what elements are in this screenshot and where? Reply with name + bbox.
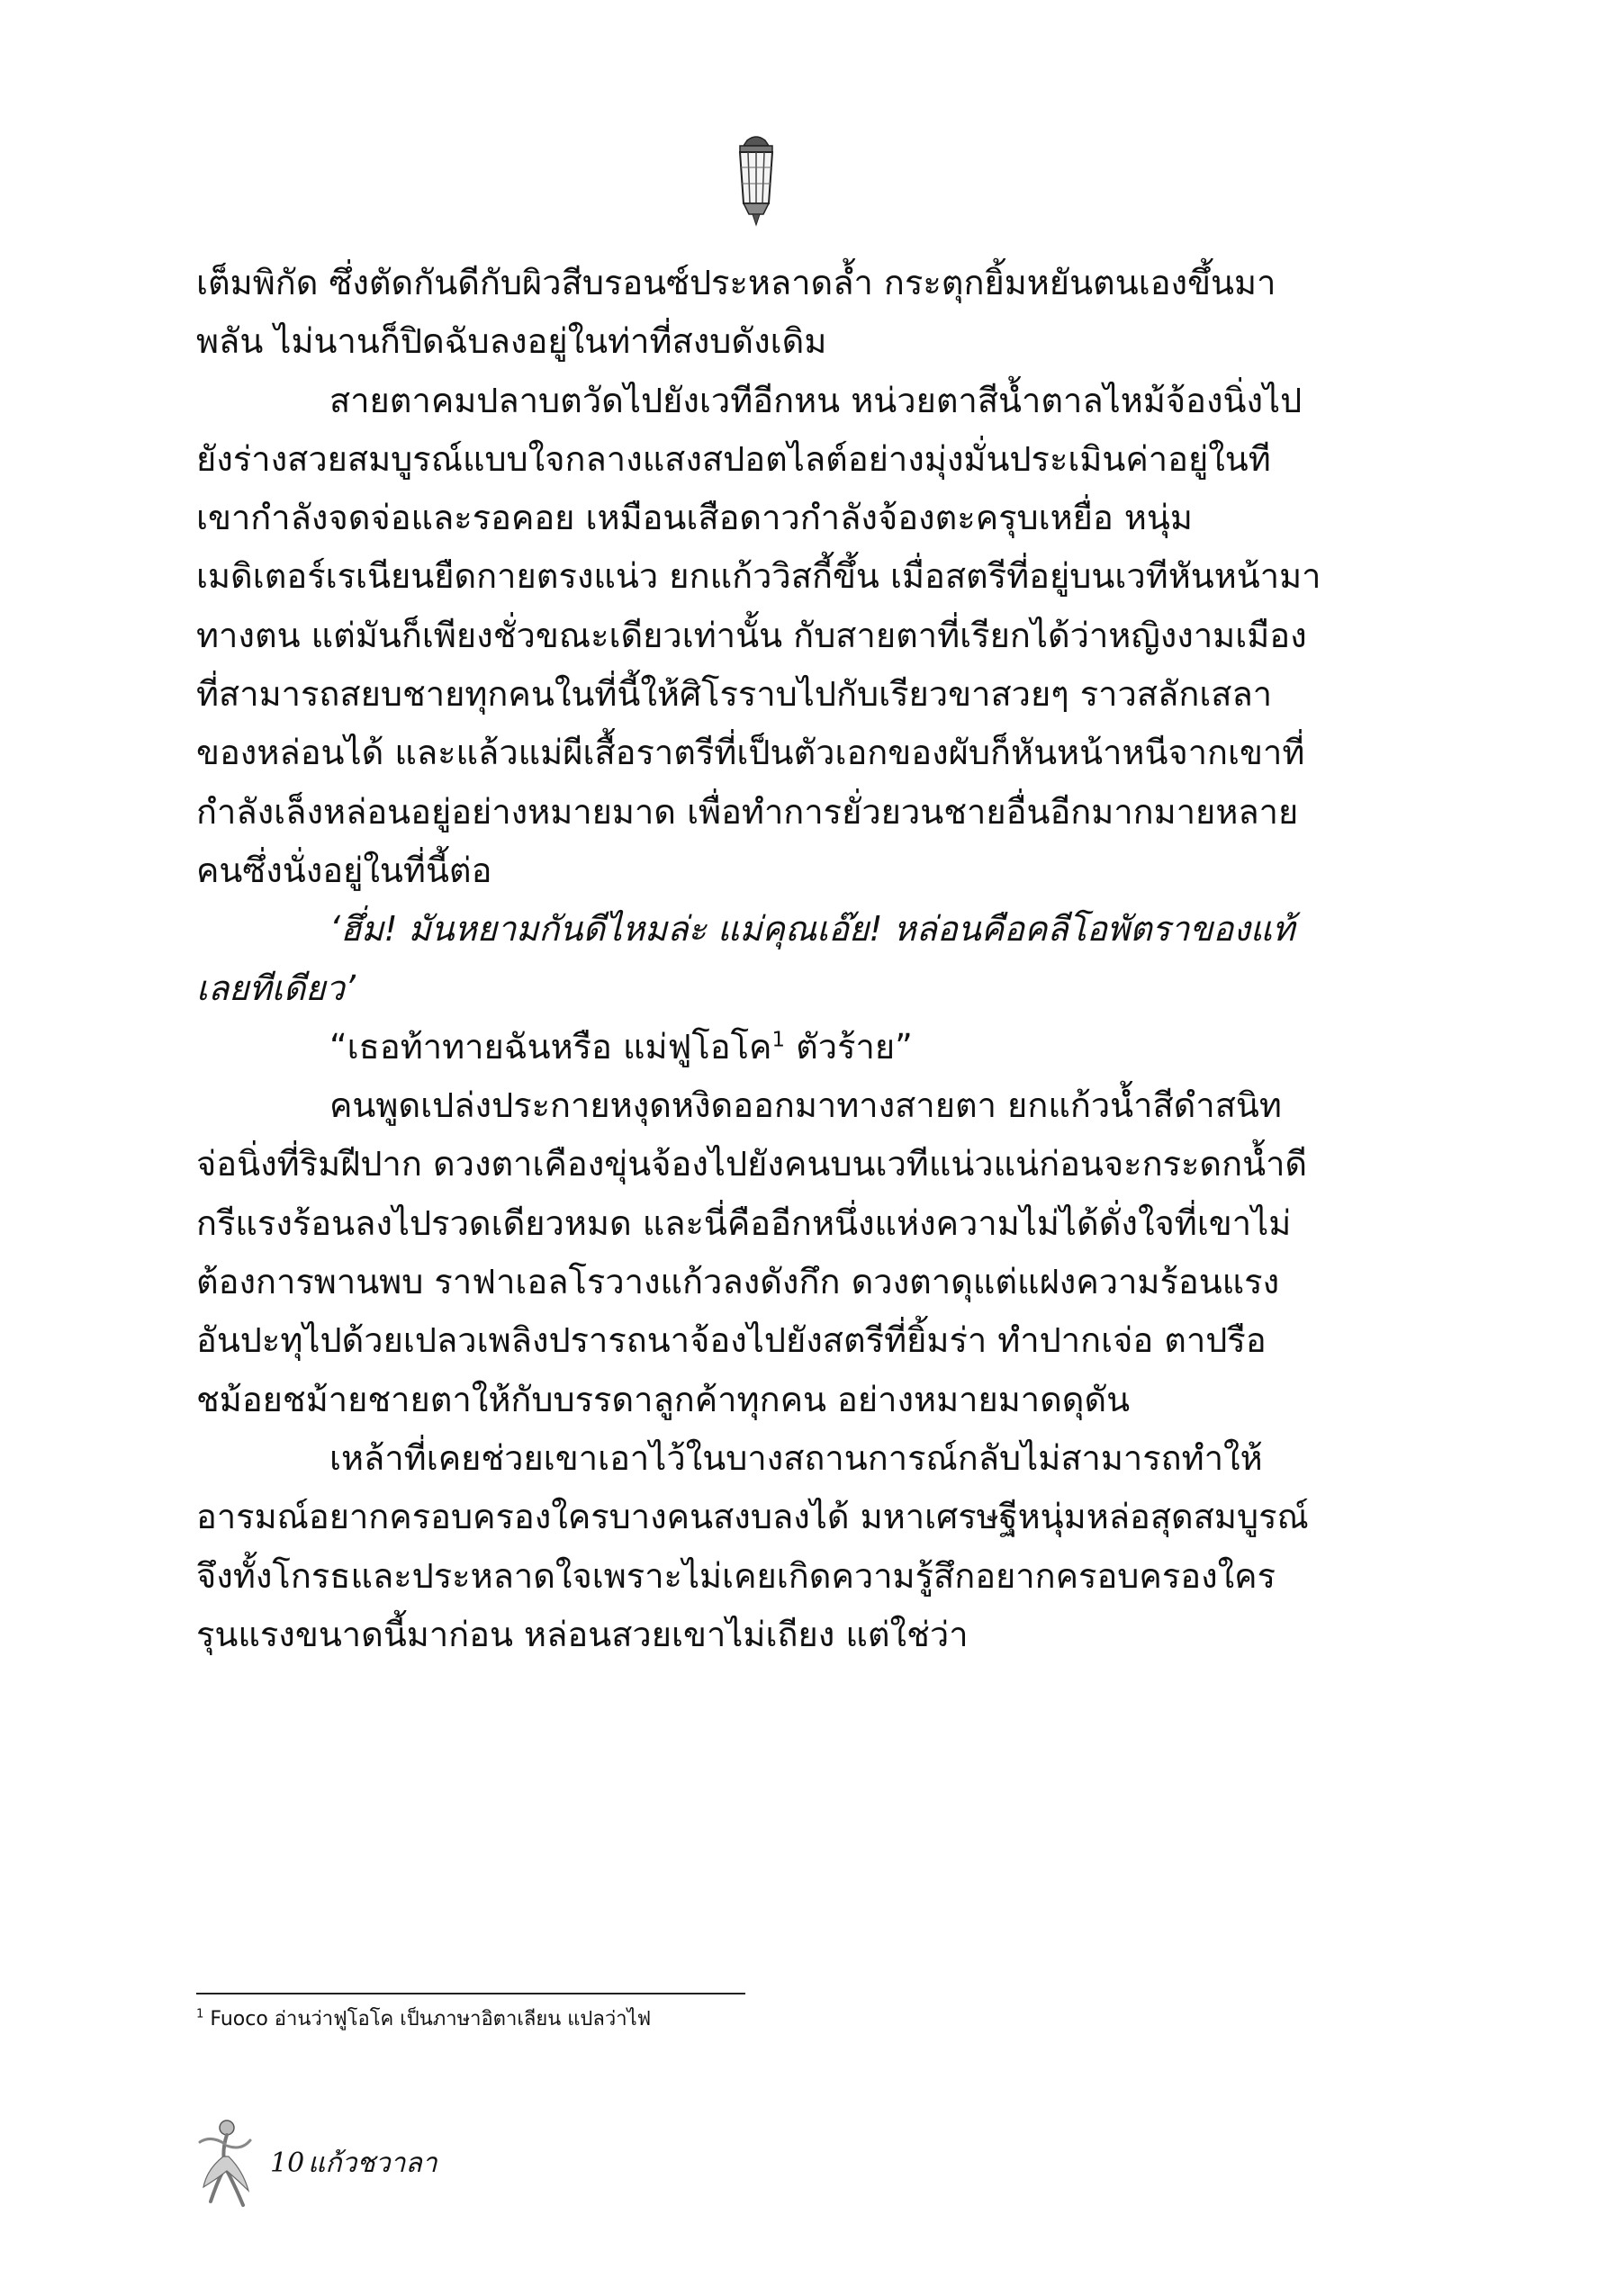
footnote xyxy=(196,2005,1006,2034)
dialogue-line xyxy=(196,1018,1321,1076)
paragraph-5: คนพูดเปล่งประกายหงุดหงิดออกมาทางสายตา ยกแก้วน้ำสีดำสนิทจ่อนิ่งที่ริมฝีปาก ดวงตาเคืองขุ่นจ้องไปยังคนบนเวทีแน่วแน่ก่อนจะกระดกน้ำดีกรีแรงร้อนลงไปรวดเดียวหมด และนี่คืออีกหนึ่งแห่งความไม่ได้ดั่งใจที่เขาไม่ต้องการพานพบ ราฟาเอลโรวางแก้วลงดังกึก ดวงตาดุแต่แฝงความร้อนแรงอันปะทุไปด้วยเปลวเพลิงปรารถนาจ้องไปยังสตรีที่ยิ้มร่า ทำปากเจ่อ ตาปรือชม้อยชม้ายชายตาให้กับบรรดาลูกค้าทุกคน อย่างหมายมาดดุดัน xyxy=(196,1085,1308,1419)
book-title: แก้วชวาลา xyxy=(308,2147,437,2179)
dialogue-text-end: ตัวร้าย” xyxy=(784,1026,913,1067)
footnote-marker: 1 xyxy=(196,2007,204,2021)
lantern-icon xyxy=(731,133,781,227)
dialogue-text: “เธอท้าทายฉันหรือ แม่ฟูโอโค xyxy=(329,1026,772,1067)
paragraph-1: เต็มพิกัด ซึ่งตัดกันดีกับผิวสีบรอนซ์ประหลาดล้ำ กระตุกยิ้มหยันตนเองขึ้นมาพลัน ไม่นานก็ปิดฉับลงอยู่ในท่าที่สงบดังเดิม xyxy=(196,263,1276,362)
paragraph-2: สายตาคมปลาบตวัดไปยังเวทีอีกหน หน่วยตาสีน้ำตาลไหม้จ้องนิ่งไปยังร่างสวยสมบูรณ์แบบใจกลางแสงสปอตไลต์อย่างมุ่งมั่นประเมินค่าอยู่ในที เขากำลังจดจ่อและรอคอย เหมือนเสือดาวกำลังจ้องตะครุบเหยื่อ หนุ่มเมดิเตอร์เรเนียนยืดกายตรงแน่ว ยกแก้ววิสกี้ขึ้น เมื่อสตรีที่อยู่บนเวทีหันหน้ามาทางตน แต่มันก็เพียงชั่วขณะเดียวเท่านั้น กับสายตาที่เรียกได้ว่าหญิงงามเมืองที่สามารถสยบชายทุกคนในที่นี้ให้ศิโรราบไปกับเรียวขาสวยๆ ราวสลักเสลาของหล่อนได้ และแล้วแม่ผีเสื้อราตรีที่เป็นตัวเอกของผับก็หันหน้าหนีจากเขาที่กำลังเล็งหล่อนอยู่อย่างหมายมาด เพื่อทำการยั่วยวนชายอื่นอีกมากมายหลายคนซึ่งนั่งอยู่ในที่นี้ต่อ xyxy=(196,380,1321,890)
footnote-divider xyxy=(196,1993,745,1994)
paragraph-6: เหล้าที่เคยช่วยเขาเอาไว้ในบางสถานการณ์กลับไม่สามารถทำให้อารมณ์อยากครอบครองใครบางคนสงบลงได้ มหาเศรษฐีหนุ่มหล่อสุดสมบูรณ์จึงทั้งโกรธและประหลาดใจเพราะไม่เคยเกิดความรู้สึกอยากครอบครองใครรุนแรงขนาดนี้มาก่อน หล่อนสวยเขาไม่เถียง แต่ใช่ว่า xyxy=(196,1437,1309,1654)
dancer-icon xyxy=(191,2115,261,2214)
footnote-ref: 1 xyxy=(771,1028,785,1052)
body-text xyxy=(196,254,1321,1664)
footnote-text: Fuoco อ่านว่าฟูโอโค เป็นภาษาอิตาเลียน แปลว่าไฟ xyxy=(203,2008,652,2030)
inner-thought: ‘ฮึ่ม! มันหยามกันดีไหมล่ะ แม่คุณเอ๊ย! หล่อนคือคลีโอพัตราของแท้เลยทีเดียว’ xyxy=(196,909,1295,1008)
page-number: 10 xyxy=(270,2147,305,2179)
